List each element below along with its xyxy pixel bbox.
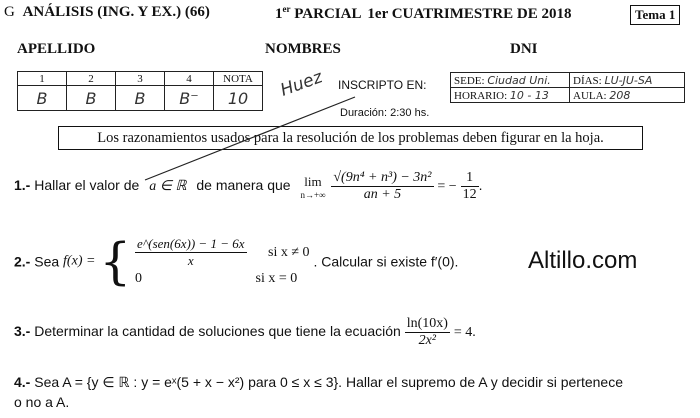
sede-value: Ciudad Uni. — [487, 73, 551, 87]
apellido-label: APELLIDO — [17, 41, 96, 57]
duration: Duración: 2:30 hs. — [340, 107, 430, 119]
dias-value: LU-JU-SA — [604, 73, 653, 87]
notice-box: Los razonamientos usados para la resolución de los problemas deben figurar en la hoja. — [58, 126, 643, 150]
problem-4-cont: o no a A. — [14, 394, 70, 410]
grade-header-1: 1 — [18, 72, 67, 86]
header-prefix: G — [4, 4, 15, 20]
problem-1: 1.- Hallar el valor de a ∈ ℝ de manera que lim n→+∞ $\frac{\text{√(9n⁴ + n³) − 3n²}}{an + 5}$ = − $\frac{1}{12}$ . — [14, 170, 483, 202]
grade-3: B — [116, 86, 165, 111]
course-title: ANÁLISIS (ING. Y EX.) (66) — [22, 4, 210, 20]
info-table: SEDE: Ciudad Uni. DÍAS: LU-JU-SA HORARIO: 10 - 13 AULA: 208 — [450, 72, 685, 103]
grade-header-3: 3 — [116, 72, 165, 86]
exam-header — [4, 4, 210, 21]
nombres-label: NOMBRES — [265, 41, 341, 57]
exam-title: 1er PARCIAL 1er CUATRIMESTRE DE 2018 — [275, 4, 572, 22]
horario-value: 10 - 13 — [509, 88, 549, 102]
watermark: Altillo.com — [528, 247, 638, 274]
inscripto-label: INSCRIPTO EN: — [338, 78, 427, 92]
grade-2: B — [67, 86, 116, 111]
problem-2: 2.- Sea f(x) = { $\frac{\text{e\textasciicircum{}(sen(6x)) − 1 − 6x}}{x}$ si x ≠ 0 0 si x = 0 . Calcular si existe f′(0). — [14, 232, 459, 291]
problem-4: 4.- Sea A = {y ∈ ℝ : y = eˣ(5 + x − x²) para 0 ≤ x ≤ 3}. Hallar el supremo de A y decidir si pertenece — [14, 374, 623, 390]
problem-3: 3.- Determinar la cantidad de soluciones que tiene la ecuación $\frac{\ln(10x)}{\text{2x²}}$ = 4. — [14, 316, 476, 348]
grade-1: B — [18, 86, 67, 111]
aula-value: 208 — [609, 88, 631, 102]
grade-nota: 10 — [214, 86, 263, 111]
signature: Huez — [277, 67, 326, 101]
tema-badge: Tema 1 — [630, 5, 680, 25]
grade-header-nota: NOTA — [214, 72, 263, 86]
grade-4: B⁻ — [165, 86, 214, 111]
grade-header-2: 2 — [67, 72, 116, 86]
dni-label: DNI — [510, 41, 538, 57]
grade-header-4: 4 — [165, 72, 214, 86]
